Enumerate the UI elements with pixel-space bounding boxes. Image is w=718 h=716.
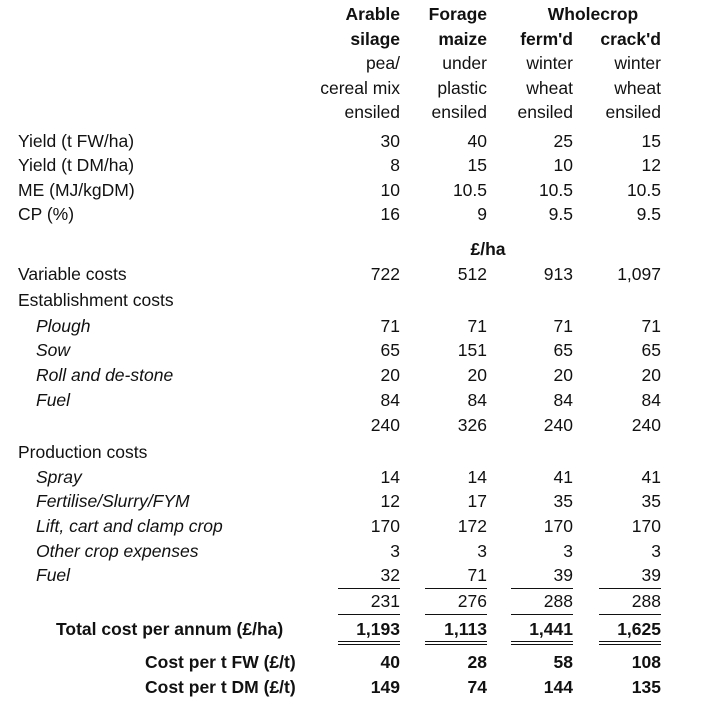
total-top-rule-col-3 xyxy=(511,614,573,615)
establishment-item-2-col-4: 65 xyxy=(641,340,661,360)
establishment-subtotal-col-2: 326 xyxy=(457,415,487,435)
establishment-item-4-col-1: 84 xyxy=(380,390,400,410)
production-item-2-col-4: 35 xyxy=(641,491,661,511)
production-item-5-col-4: 39 xyxy=(641,565,661,585)
establishment-item-2-col-3: 65 xyxy=(553,340,573,360)
total-col-3: 1,441 xyxy=(529,619,573,639)
variable-costs-col-3: 913 xyxy=(543,264,573,284)
establishment-item-label: Sow xyxy=(36,340,71,360)
production-item-1-col-3: 41 xyxy=(553,467,573,487)
production-subtotal-col-3: 288 xyxy=(543,591,573,611)
total-col-1: 1,193 xyxy=(356,619,400,639)
cost-per-t-dm-col-2: 74 xyxy=(467,677,487,697)
establishment-subtotal-col-4: 240 xyxy=(631,415,661,435)
production-item-label: Fuel xyxy=(36,565,71,585)
production-item-3-col-4: 170 xyxy=(631,516,661,536)
quality-row-3-col-2: 10.5 xyxy=(452,180,487,200)
cost-per-t-dm-col-3: 144 xyxy=(543,677,573,697)
quality-row-3-col-3: 10.5 xyxy=(538,180,573,200)
total-top-rule-col-1 xyxy=(338,614,400,615)
quality-row-2-col-2: 15 xyxy=(467,155,487,175)
quality-row-3-col-1: 10 xyxy=(380,180,400,200)
header-col-1-line-4: cereal mix xyxy=(320,78,400,98)
cost-per-t-fw-col-3: 58 xyxy=(553,652,573,672)
header-col-1-line-1: Arable xyxy=(345,4,400,24)
establishment-subtotal-col-3: 240 xyxy=(543,415,573,435)
quality-row-label: CP (%) xyxy=(18,204,75,224)
unit-label: £/ha xyxy=(470,239,506,259)
quality-row-4-col-1: 16 xyxy=(380,204,400,224)
production-subtotal-col-4: 288 xyxy=(631,591,661,611)
quality-row-4-col-3: 9.5 xyxy=(548,204,573,224)
production-item-4-col-1: 3 xyxy=(390,541,400,561)
header-col-1-line-5: ensiled xyxy=(344,102,400,122)
establishment-item-3-col-4: 20 xyxy=(641,365,661,385)
establishment-item-1-col-1: 71 xyxy=(380,316,400,336)
establishment-item-3-col-2: 20 xyxy=(467,365,487,385)
header-wholecrop: Wholecrop xyxy=(547,4,639,24)
establishment-item-3-col-3: 20 xyxy=(553,365,573,385)
production-item-1-col-1: 14 xyxy=(380,467,400,487)
header-col-4-line-1: crack'd xyxy=(600,29,661,49)
quality-row-1-col-2: 40 xyxy=(467,131,487,151)
header-col-1-line-2: silage xyxy=(350,29,400,49)
quality-row-2-col-4: 12 xyxy=(641,155,661,175)
establishment-item-1-col-3: 71 xyxy=(553,316,573,336)
header-col-1-line-3: pea/ xyxy=(365,53,400,73)
establishment-item-label: Roll and de-stone xyxy=(36,365,174,385)
production-item-2-col-3: 35 xyxy=(553,491,573,511)
production-item-4-col-3: 3 xyxy=(563,541,573,561)
quality-row-1-col-4: 15 xyxy=(641,131,661,151)
production-item-5-col-1: 32 xyxy=(380,565,400,585)
header-col-4-line-4: ensiled xyxy=(605,102,661,122)
header-col-2-line-3: under xyxy=(442,53,487,73)
establishment-item-2-col-2: 151 xyxy=(457,340,487,360)
header-col-3-line-4: ensiled xyxy=(517,102,573,122)
establishment-item-4-col-4: 84 xyxy=(641,390,661,410)
establishment-item-label: Plough xyxy=(36,316,91,336)
cost-per-t-fw-col-1: 40 xyxy=(380,652,400,672)
quality-row-4-col-4: 9.5 xyxy=(636,204,661,224)
total-bottom-rule-a-col-1 xyxy=(338,641,400,642)
production-item-3-col-3: 170 xyxy=(543,516,573,536)
total-bottom-rule-b-col-1 xyxy=(338,644,400,645)
cost-per-t-fw-col-2: 28 xyxy=(467,652,487,672)
production-item-3-col-1: 170 xyxy=(370,516,400,536)
production-item-label: Other crop expenses xyxy=(36,541,199,561)
establishment-item-2-col-1: 65 xyxy=(380,340,400,360)
establishment-item-1-col-4: 71 xyxy=(641,316,661,336)
cost-per-t-dm-label: Cost per t DM (£/t) xyxy=(145,677,296,697)
establishment-item-1-col-2: 71 xyxy=(467,316,487,336)
production-subtotal-col-2: 276 xyxy=(457,591,487,611)
production-item-label: Spray xyxy=(36,467,82,487)
total-bottom-rule-a-col-2 xyxy=(425,641,487,642)
production-item-5-col-2: 71 xyxy=(467,565,487,585)
production-subtotal-col-1: 231 xyxy=(370,591,400,611)
establishment-item-4-col-3: 84 xyxy=(553,390,573,410)
total-bottom-rule-a-col-3 xyxy=(511,641,573,642)
production-item-4-col-2: 3 xyxy=(477,541,487,561)
variable-costs-col-1: 722 xyxy=(370,264,400,284)
production-item-1-col-2: 14 xyxy=(467,467,487,487)
cost-per-t-fw-label: Cost per t FW (£/t) xyxy=(145,652,296,672)
establishment-item-4-col-2: 84 xyxy=(467,390,487,410)
header-col-3-line-2: winter xyxy=(526,53,573,73)
quality-row-1-col-1: 30 xyxy=(380,131,400,151)
production-heading: Production costs xyxy=(18,442,148,462)
cost-per-t-fw-col-4: 108 xyxy=(631,652,661,672)
quality-row-1-col-3: 25 xyxy=(553,131,573,151)
total-bottom-rule-a-col-4 xyxy=(599,641,661,642)
header-col-2-line-1: Forage xyxy=(428,4,487,24)
establishment-item-label: Fuel xyxy=(36,390,71,410)
quality-row-3-col-4: 10.5 xyxy=(626,180,661,200)
establishment-subtotal-col-1: 240 xyxy=(370,415,400,435)
production-item-label: Fertilise/Slurry/FYM xyxy=(36,491,190,511)
establishment-item-3-col-1: 20 xyxy=(380,365,400,385)
total-bottom-rule-b-col-4 xyxy=(599,644,661,645)
production-item-2-col-1: 12 xyxy=(380,491,400,511)
production-item-3-col-2: 172 xyxy=(457,516,487,536)
cost-per-t-dm-col-1: 149 xyxy=(370,677,400,697)
production-item-5-col-3: 39 xyxy=(553,565,573,585)
header-col-2-line-5: ensiled xyxy=(431,102,487,122)
quality-row-label: Yield (t DM/ha) xyxy=(18,155,135,175)
quality-row-2-col-3: 10 xyxy=(553,155,573,175)
total-col-4: 1,625 xyxy=(617,619,661,639)
establishment-heading: Establishment costs xyxy=(18,290,174,310)
total-label: Total cost per annum (£/ha) xyxy=(56,619,284,639)
total-bottom-rule-b-col-3 xyxy=(511,644,573,645)
quality-row-4-col-2: 9 xyxy=(477,204,487,224)
production-item-1-col-4: 41 xyxy=(641,467,661,487)
production-item-2-col-2: 17 xyxy=(467,491,487,511)
cost-per-t-dm-col-4: 135 xyxy=(631,677,661,697)
variable-costs-col-2: 512 xyxy=(457,264,487,284)
quality-row-2-col-1: 8 xyxy=(390,155,400,175)
header-col-3-line-1: ferm'd xyxy=(520,29,573,49)
total-top-rule-col-2 xyxy=(425,614,487,615)
header-col-2-line-4: plastic xyxy=(437,78,487,98)
quality-row-label: ME (MJ/kgDM) xyxy=(18,180,135,200)
header-col-2-line-2: maize xyxy=(438,29,487,49)
variable-costs-label: Variable costs xyxy=(18,264,127,284)
production-item-4-col-4: 3 xyxy=(651,541,661,561)
variable-costs-col-4: 1,097 xyxy=(617,264,661,284)
quality-row-label: Yield (t FW/ha) xyxy=(18,131,135,151)
total-bottom-rule-b-col-2 xyxy=(425,644,487,645)
production-item-label: Lift, cart and clamp crop xyxy=(36,516,223,536)
total-top-rule-col-4 xyxy=(599,614,661,615)
header-col-4-line-2: winter xyxy=(614,53,661,73)
total-col-2: 1,113 xyxy=(444,619,487,639)
header-col-4-line-3: wheat xyxy=(614,78,661,98)
header-col-3-line-3: wheat xyxy=(526,78,573,98)
